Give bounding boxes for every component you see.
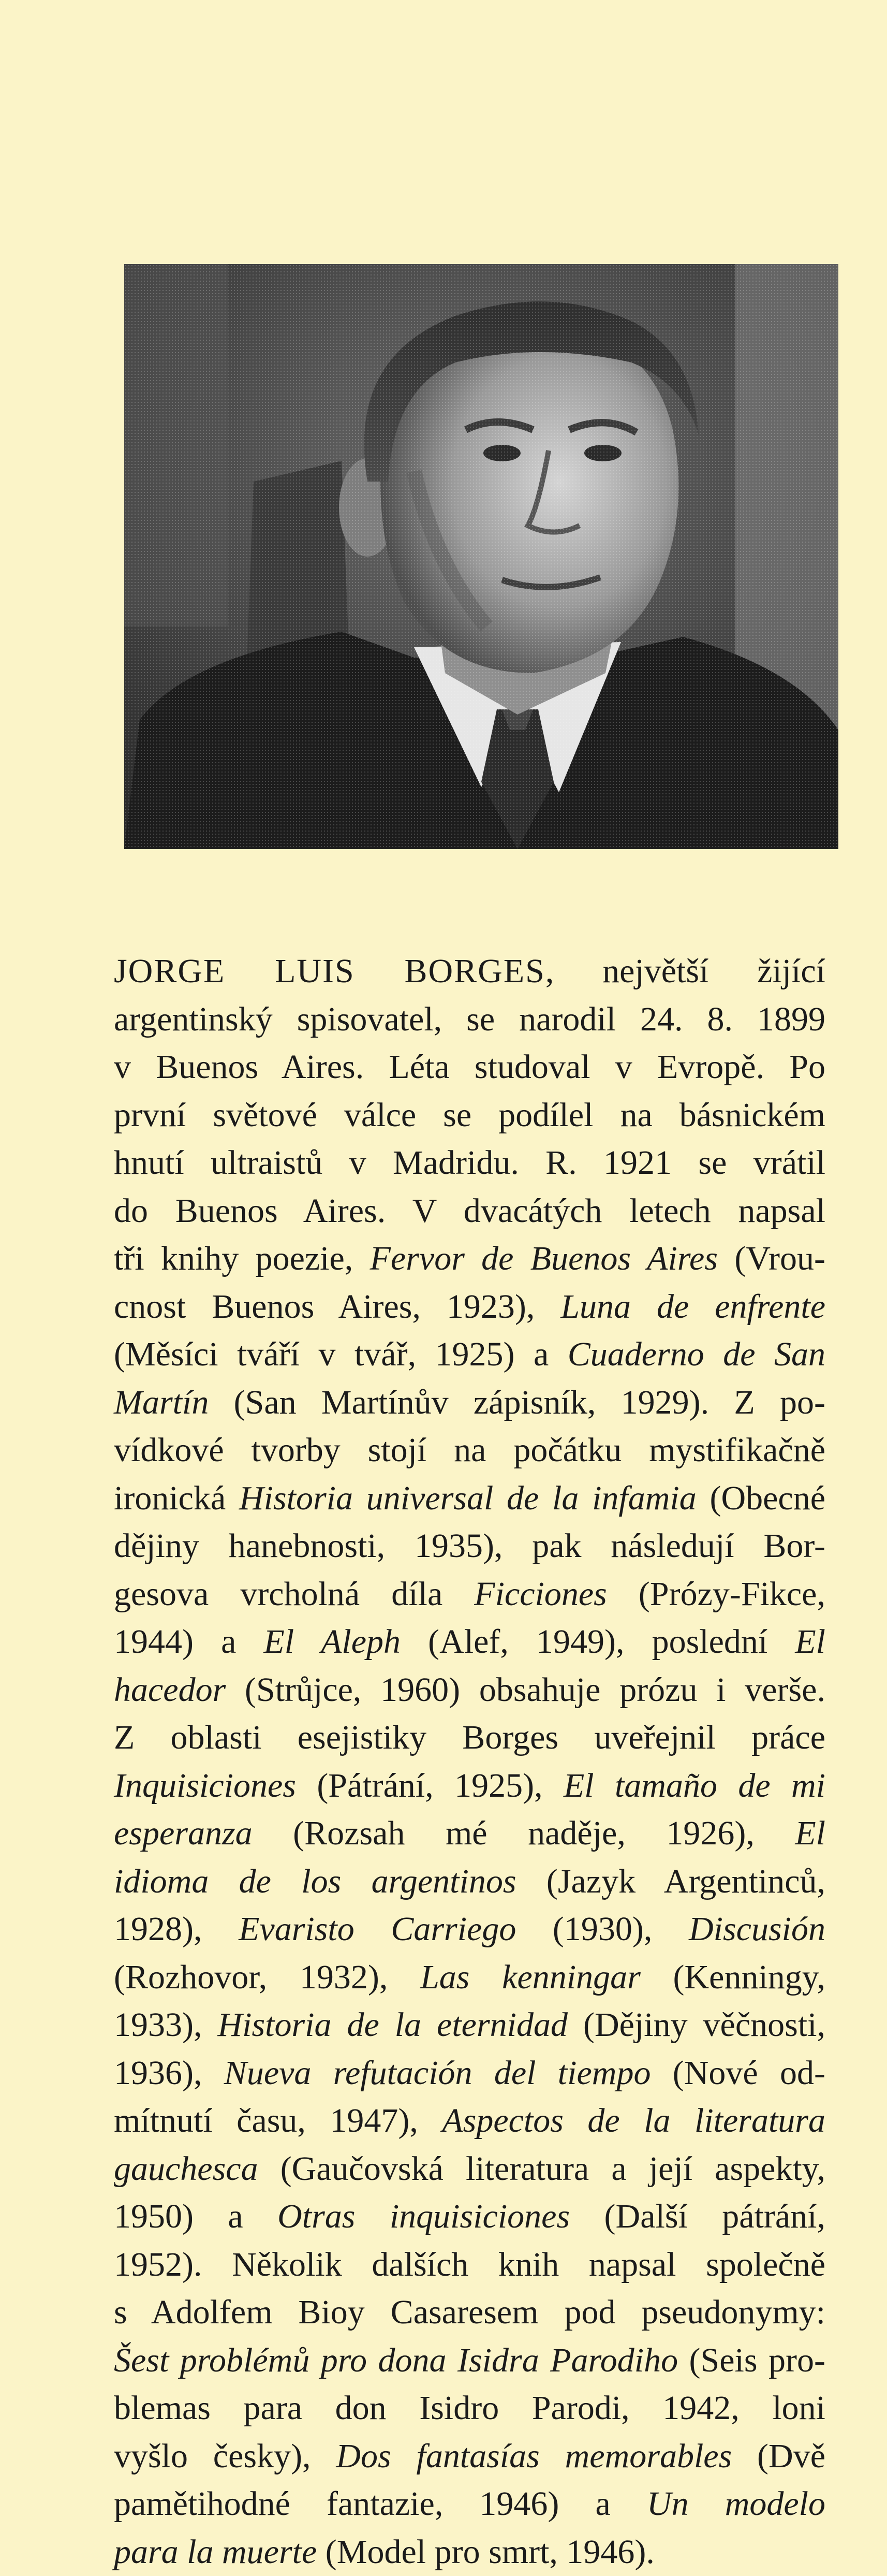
bio-line [114,2241,825,2289]
bio-text-segment: (1930), [516,1910,689,1948]
bio-text-segment: (Rozsah mé naděje, 1926), [253,1814,795,1852]
work-title: para la muerte [114,2533,317,2571]
work-title: Aspectos de la literatura [442,2102,825,2140]
bio-line [114,1714,825,1762]
bio-text-segment: vyšlo česky), [114,2437,336,2475]
bio-text-segment: (Dějiny věčnosti, [568,2006,825,2044]
bio-text-segment: mítnutí času, 1947), [114,2102,442,2140]
bio-line [114,948,825,996]
bio-text-segment: 1944) a [114,1623,264,1661]
bio-line [114,2145,825,2193]
bio-line [114,996,825,1044]
work-title: Šest problémů pro dona Isidra Parodiho [114,2341,678,2379]
bio-text-segment: (San Martínův zápisník, 1929). Z po- [209,1384,825,1421]
bio-text-segment: 1936), [114,2054,224,2092]
work-title: Discusión [689,1910,825,1948]
bio-text-segment: (Obecné [697,1479,825,1517]
work-title: hacedor [114,1671,226,1709]
bio-text-segment: (Kenningy, [641,1958,825,1996]
bio-line [114,1618,825,1666]
bio-text-segment: (Pátrání, 1925), [296,1767,564,1804]
bio-text-segment: (Nové od- [651,2054,825,2092]
work-title: Las kenningar [420,1958,641,1996]
work-title: Nueva refutación del tiempo [224,2054,651,2092]
bio-text-segment: (Prózy-Fikce, [607,1575,825,1613]
bio-line [114,1139,825,1187]
bio-text-segment: s Adolfem Bioy Casaresem pod pseudonymy: [114,2293,825,2331]
bio-line [114,2097,825,2145]
bio-line [114,2528,825,2576]
bio-line [114,2049,825,2098]
work-title: gauchesca [114,2150,258,2188]
bio-line [114,2433,825,2481]
bio-line [114,1235,825,1283]
bio-text-segment: (Model pro smrt, 1946). [317,2533,655,2571]
bio-text-segment: cnost Buenos Aires, 1923), [114,1288,560,1326]
bio-line [114,1810,825,1858]
bio-line [114,2001,825,2049]
bio-line [114,1043,825,1091]
bio-text-segment: první světové válce se podílel na básnickém [114,1096,825,1134]
bio-text-segment: vídkové tvorby stojí na počátku mystifikačně [114,1431,825,1469]
bio-text-segment: blemas para don Isidro Parodi, 1942, loni [114,2389,825,2427]
bio-text-segment: (Alef, 1949), poslední [401,1623,795,1661]
work-title: Luna de enfrente [560,1288,825,1326]
bio-line [114,1522,825,1570]
bio-text-segment: (Gaučovská literatura a její aspekty, [258,2150,825,2188]
bio-text-segment: argentinský spisovatel, se narodil 24. 8. 1899 [114,1000,825,1038]
bio-text-segment: tři knihy poezie, [114,1240,370,1277]
bio-text-segment: do Buenos Aires. V dvacátých letech napsal [114,1192,825,1230]
bio-line [114,2337,825,2385]
work-title: Dos fantasías memorables [336,2437,732,2475]
bio-text-segment: 1928), [114,1910,239,1948]
work-title: Historia universal de la infamia [239,1479,697,1517]
work-title: idioma de los argentinos [114,1862,516,1900]
bio-text-segment: hnutí ultraistů v Madridu. R. 1921 se vrátil [114,1144,825,1182]
bio-text-segment: 1952). Několik dalších knih napsal společně [114,2246,825,2283]
bio-line [114,1091,825,1140]
bio-line [114,1858,825,1906]
work-title: El tamaño de mi [564,1767,825,1804]
bio-line [114,1331,825,1379]
bio-line [114,2480,825,2528]
work-title: Historia de la eternidad [217,2006,568,2044]
bio-text-segment: Z oblasti esejistiky Borges uveřejnil práce [114,1719,825,1756]
bio-text-segment: (Další pátrání, [570,2197,825,2235]
biography-text [114,948,825,2576]
author-portrait-photo [124,264,838,849]
bio-text-segment: ironická [114,1479,239,1517]
work-title: Otras inquisiciones [277,2197,570,2235]
bio-text-segment: dějiny hanebnosti, 1935), pak následují Bor- [114,1527,825,1565]
work-title: El [795,1623,825,1661]
bio-line [114,1379,825,1427]
work-title: Ficciones [474,1575,607,1613]
bio-line [114,1905,825,1954]
work-title: Martín [114,1384,209,1421]
work-title: Cuaderno de San [568,1335,825,1373]
work-title: El [795,1814,825,1852]
bio-line [114,1475,825,1523]
bio-text-segment: 1950) a [114,2197,277,2235]
work-title: Fervor de Buenos Aires [370,1240,718,1277]
bio-text-segment: (Seis pro- [678,2341,825,2379]
work-title: Un modelo [647,2485,825,2523]
bio-text-segment: (Rozhovor, 1932), [114,1958,420,1996]
bio-line [114,1570,825,1619]
work-title: Inquisiciones [114,1767,296,1804]
bio-text-segment: pamětihodné fantazie, 1946) a [114,2485,647,2523]
bio-line [114,1954,825,2002]
bio-text-segment: (Vrou- [718,1240,825,1277]
bio-text-segment: (Měsíci tváří v tvář, 1925) a [114,1335,568,1373]
author-name: JORGE LUIS BORGES [114,952,545,990]
bio-line [114,2289,825,2337]
bio-line [114,2193,825,2241]
work-title: El Aleph [264,1623,401,1661]
bio-line [114,1427,825,1475]
bio-line [114,1666,825,1714]
work-title: Evaristo Carriego [239,1910,516,1948]
bio-text-segment: (Jazyk Argentinců, [516,1862,825,1900]
bio-line [114,2384,825,2433]
bio-line [114,1283,825,1331]
work-title: esperanza [114,1814,253,1852]
bio-text-segment: 1933), [114,2006,217,2044]
bio-text-segment: (Strůjce, 1960) obsahuje prózu i verše. [226,1671,825,1709]
portrait-illustration [124,264,838,849]
bio-text-segment: (Dvě [732,2437,825,2475]
bio-text-segment: v Buenos Aires. Léta studoval v Evropě. Po [114,1048,825,1086]
bio-text-segment: gesova vrcholná díla [114,1575,474,1613]
bio-line [114,1762,825,1810]
bio-text-segment: , největší žijící [545,952,825,990]
bio-line [114,1187,825,1235]
